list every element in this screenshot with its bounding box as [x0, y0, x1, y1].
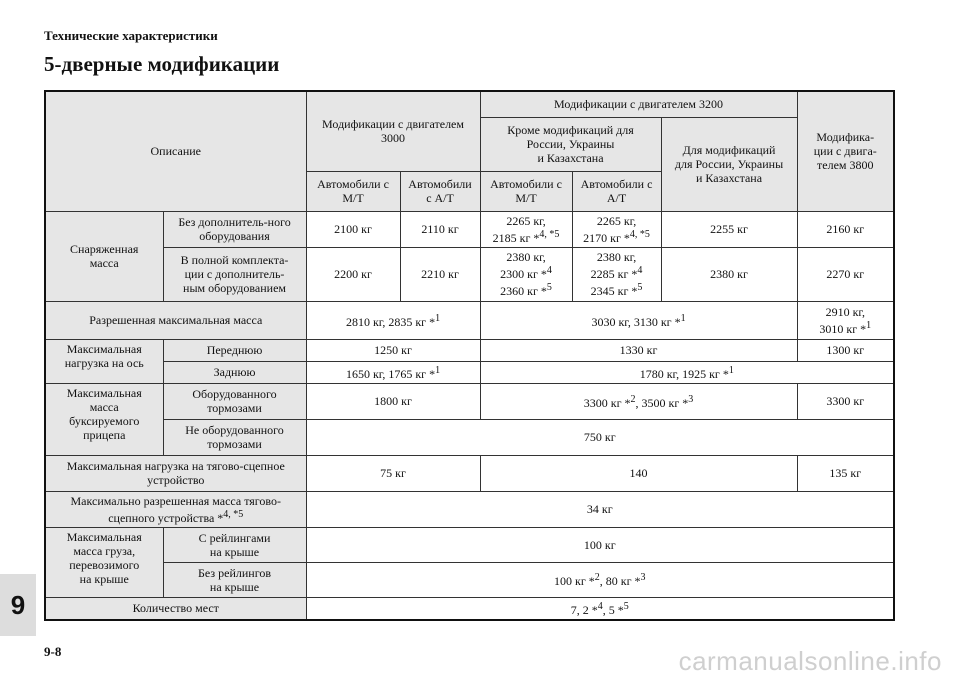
header-3200-at: Автомобили с A/T [572, 171, 661, 211]
row-label-hitch-mass: Максимально разрешенная масса тягово- сцепного устройства *$^{4, *5}$ [45, 491, 306, 527]
value-cell: 3300 кг [797, 383, 894, 419]
value-cell: 2255 кг [661, 211, 797, 247]
value-cell: 2210 кг [400, 247, 480, 301]
sublabel-without-roof-rails: Без рейлингов на крыше [163, 562, 306, 597]
value-cell: 2110 кг [400, 211, 480, 247]
page-number: 9-8 [44, 644, 62, 659]
value-cell: 2265 кг, 2170 кг *$^{4, *5}$ [572, 211, 661, 247]
value-cell: 140 [480, 455, 797, 491]
chapter-tab: 9 [0, 574, 36, 636]
value-cell: 2265 кг, 2185 кг *$^{4, *5}$ [480, 211, 572, 247]
header-3000-mt: Автомобили с M/T [306, 171, 400, 211]
value-cell: 1650 кг, 1765 кг *$^1$ [306, 361, 480, 383]
row-label-gvw: Разрешенная максимальная масса [45, 301, 306, 339]
sublabel-braked-trailer: Оборудованного тормозами [163, 383, 306, 419]
sublabel-no-equipment: Без дополнитель-ного оборудования [163, 211, 306, 247]
row-label-trailer-mass: Максимальная масса буксируемого прицепа [45, 383, 163, 455]
sublabel-front-axle: Переднюю [163, 339, 306, 361]
value-cell: 100 кг [306, 527, 894, 562]
running-header: Технические характеристики [44, 28, 218, 43]
header-except-russia: Кроме модификаций для России, Украины и Казахстана [480, 117, 661, 171]
sublabel-with-roof-rails: С рейлингами на крыше [163, 527, 306, 562]
value-cell: 2380 кг [661, 247, 797, 301]
header-for-russia: Для модификаций для России, Украины и Казахстана [661, 117, 797, 211]
value-cell: 2160 кг [797, 211, 894, 247]
header-engine-3200: Модификации с двигателем 3200 [480, 91, 797, 117]
header-engine-3000: Модификации с двигателем 3000 [306, 91, 480, 171]
specifications-table [44, 90, 895, 621]
value-cell: 2380 кг, 2300 кг *$^4$ 2360 кг *$^5$ [480, 247, 572, 301]
value-cell: 2810 кг, 2835 кг *$^1$ [306, 301, 480, 339]
page-title: 5-дверные модификации [44, 52, 280, 76]
value-cell: 3030 кг, 3130 кг *$^1$ [480, 301, 797, 339]
value-cell: 2380 кг, 2285 кг *$^4$ 2345 кг *$^5$ [572, 247, 661, 301]
value-cell: 1780 кг, 1925 кг *$^1$ [480, 361, 894, 383]
watermark: carmanualsonline.info [678, 646, 942, 676]
header-3000-at: Автомобили с A/T [400, 171, 480, 211]
sublabel-unbraked-trailer: Не оборудованного тормозами [163, 419, 306, 455]
row-label-roof-load: Максимальная масса груза, перевозимого на крыше [45, 527, 163, 597]
header-3200-mt: Автомобили с M/T [480, 171, 572, 211]
value-cell: 750 кг [306, 419, 894, 455]
header-engine-3800: Модифика- ции с двига- телем 3800 [797, 91, 894, 211]
row-label-hitch-load: Максимальная нагрузка на тягово-сцепное устройство [45, 455, 306, 491]
value-cell: 2910 кг, 3010 кг *$^1$ [797, 301, 894, 339]
value-cell: 2200 кг [306, 247, 400, 301]
value-cell: 1800 кг [306, 383, 480, 419]
value-cell: 7, 2 *$^4$, 5 *$^5$ [306, 597, 894, 620]
sublabel-full-equipment: В полной комплекта- ции с дополнитель- ным оборудованием [163, 247, 306, 301]
header-description: Описание [45, 91, 306, 211]
sublabel-rear-axle: Заднюю [163, 361, 306, 383]
value-cell: 1330 кг [480, 339, 797, 361]
value-cell: 100 кг *$^2$, 80 кг *$^3$ [306, 562, 894, 597]
value-cell: 75 кг [306, 455, 480, 491]
value-cell: 1300 кг [797, 339, 894, 361]
value-cell: 2100 кг [306, 211, 400, 247]
value-cell: 1250 кг [306, 339, 480, 361]
row-label-axle-load: Максимальная нагрузка на ось [45, 339, 163, 383]
value-cell: 135 кг [797, 455, 894, 491]
value-cell: 2270 кг [797, 247, 894, 301]
value-cell: 3300 кг *$^2$, 3500 кг *$^3$ [480, 383, 797, 419]
row-label-seats: Количество мест [45, 597, 306, 620]
row-label-curb-weight: Снаряженная масса [45, 211, 163, 301]
value-cell: 34 кг [306, 491, 894, 527]
